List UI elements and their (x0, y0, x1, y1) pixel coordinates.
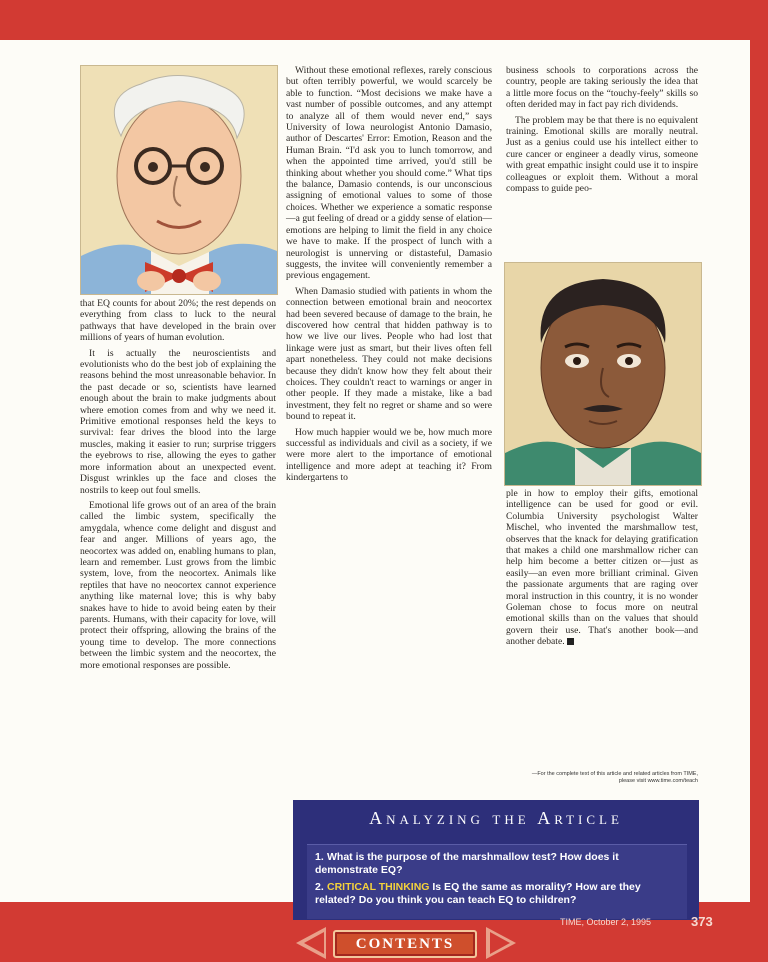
column-3-paragraph: The problem may be that there is no equivalent training. Emotional skills are morally neutral. Just as a genius could use his intellect either to cure cancer or engineer a deadly virus, someone with great empathic insight could use it to inspire colleagues or exploit them. Without a moral compass to guide peo- (506, 114, 698, 195)
analyzing-article-questions (307, 844, 687, 919)
column-3-bottom (506, 488, 698, 652)
column-1-paragraph: that EQ counts for about 20%; the rest depends on everything from class to luck to the neural pathways that have developed in the brain over millions of years of human evolution. (80, 298, 276, 344)
column-1-paragraph: Emotional life grows out of an area of the brain called the limbic system, specifically the amygdala, whence come delight and disgust and fear and anger. Millions of years ago, the neocortex was added on, enabling humans to plan, learn and remember. Lust grows from the limbic system, love, from the neocortex. Animals like reptiles that have no neocortex cannot experience anything like maternal love; this is why baby snakes have to hide to avoid being eaten by their parents. Humans, with their capacity for love, will protect their offspring, allowing the brains of the young time to develop. The more connections between the limbic system and the neocortex, the more emotional responses are possible. (80, 499, 276, 671)
question-number: 1. (315, 851, 324, 863)
analyzing-article-box (293, 800, 699, 920)
column-1-paragraph: It is actually the neuroscientists and evolutionists who do the best job of explaining the reasons behind the most unreasonable behavior. In the past decade or so, scientists have learned enough about the brain to make judgments about where emotion comes from and why we need it. Primitive emotional responses held the keys to survival: fear drives the blood into the large muscles, making it easier to run; surprise triggers the eyebrows to rise, allowing the eyes to gather more information about an unexpected event. Disgust wrinkles up the face and closes the nostrils to keep out foul smells. (80, 347, 276, 496)
column-3-paragraph-text: ple in how to employ their gifts, emotional intelligence can be used for good or evil. Columbia University psychologist Walter Mischel, who invented the marshmallow test, observes that the knack for delaying gratification that makes a child one marshmallow richer can help him become a better citizen or—just as easily—an even more brilliant criminal. Given the passionate arguments that are raging over moral instruction in this country, it is no wonder Goleman chose to focus more on neutral emotional skills than on the values that should govern their use. That's another book—and another debate. (506, 488, 698, 648)
column-2-paragraph: How much happier would we be, how much more successful as individuals and civil as a society, if we were more alert to the importance of emotional intelligence and more adept at teaching it? From kindergartens to (286, 426, 492, 484)
previous-arrow-inner (304, 932, 324, 954)
critical-thinking-label: CRITICAL THINKING (327, 881, 430, 893)
analyzing-article-title: Analyzing the Article (369, 808, 623, 828)
column-2-paragraph: Without these emotional reflexes, rarely conscious but often terribly powerful, we would scarcely be able to function. “Most decisions we make have a vast number of possible outcomes, and any attempt to analyze all of them would never end,” says University of Iowa neurologist Antonio Damasio, author of Descartes' Error: Emotion, Reason and the Human Brain. “I'd ask you to lunch tomorrow, and when the appointed time arrived, you'd still be thinking about whether you should come.” What tips the balance, Damasio contends, is our unconscious assigning of emotional values to some of those choices. Whether we experience a somatic response—a gut feeling of dread or a giddy sense of elation—emotions are helping to limit the field in any choice we have to make. If the prospect of lunch with a neurologist is unnerving or distasteful, Damasio suggests, the invitee will conveniently remember a previous engagement. (286, 65, 492, 282)
column-2 (286, 65, 492, 488)
illustration-mustache-man (504, 262, 702, 486)
question-number: 2. (315, 881, 324, 893)
column-3-paragraph: business schools to corporations across the country, people are taking seriously the idea that a little more focus on the “touchy-feely” skills so often derided may in fact pay rich dividends. (506, 65, 698, 111)
question-1 (315, 851, 675, 877)
article-page (0, 40, 750, 906)
glasses-man-drawing (81, 66, 277, 294)
column-3-paragraph (506, 488, 698, 648)
question-2 (315, 881, 675, 907)
column-2-paragraph: When Damasio studied with patients in whom the connection between emotional brain and neocortex had been severed because of damage to the brain, he discovered how central that hidden pathway is to how we live our lives. People who had lost that linkage were just as smart, but their lives often fell apart nonetheless. They could not make decisions because they didn't know how they felt about their choices. They couldn't react to warnings or anger in other people. If they made a mistake, like a bad investment, they felt no regret or shame and so were bound to repeat it. (286, 285, 492, 423)
article-credit: —For the complete text of this article and related articles from TIME, please visit www.time.com/teach (531, 771, 698, 784)
question-text: Is EQ the same as morality? How are they related? Do you think you can teach EQ to children? (315, 881, 641, 906)
page-number: 373 (691, 914, 713, 929)
contents-button[interactable]: CONTENTS (333, 930, 477, 958)
mustache-man-drawing (505, 263, 701, 485)
question-text: What is the purpose of the marshmallow test? How does it demonstrate EQ? (315, 851, 619, 876)
source-citation: TIME, October 2, 1995 (560, 917, 652, 927)
column-3-top (506, 65, 698, 198)
illustration-glasses-man (80, 65, 278, 295)
next-arrow-inner (490, 932, 510, 954)
end-mark-icon (567, 638, 574, 645)
column-1 (80, 298, 276, 675)
